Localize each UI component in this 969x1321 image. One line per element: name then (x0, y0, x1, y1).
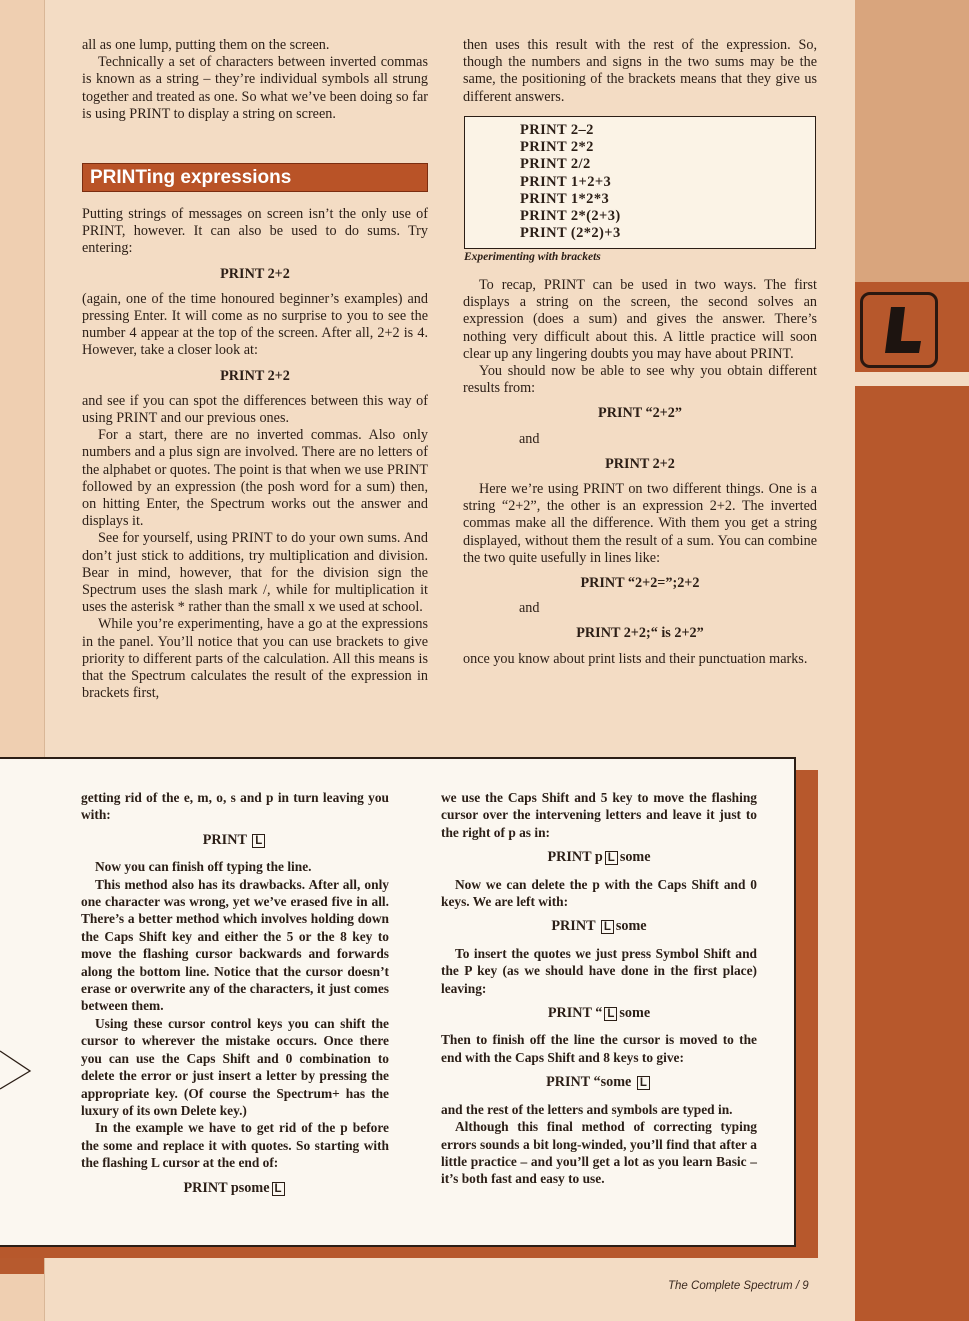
panel-caption: Experimenting with brackets (464, 251, 601, 263)
panel-line: PRINT 1+2+3 (520, 174, 612, 190)
paragraph: See for yourself, using PRINT to do your own sums. And don’t just stick to additions, try multiplication and division. Bear in mind, however, that for the division sign the Spectrum uses the slash mark /, while for multiplication it uses the asterisk * rather than the small x we used at school. (82, 530, 428, 616)
code-text: PRINT “ (547, 1005, 603, 1022)
cursor-l-icon: L (272, 1182, 285, 1196)
and-text: and (519, 600, 540, 617)
code-line (81, 832, 389, 849)
code-line: PRINT 2+2 (220, 265, 290, 282)
code-text: PRINT “some (546, 1074, 632, 1091)
paragraph: Although this final method of correcting typing errors sounds a bit long-winded, you’ll find that after a little practice – and you’ll get a lot as you learn Basic – it’s both fast and easy to use. (441, 1119, 757, 1187)
paragraph: This method also has its drawbacks. After all, only one character was wrong, yet we’ve erased five in all. There’s a better method which involves holding down the Caps Shift key and either the 5 or the 8 key to move the flashing cursor backwards and forwards along the bottom line. Notice that the cursor doesn’t erase or overwrite any of the characters, it just comes between them. (81, 876, 389, 1014)
code-text: some (619, 1005, 651, 1022)
code-text: PRINT psome (183, 1179, 270, 1196)
paragraph: once you know about print lists and their punctuation marks. (463, 650, 808, 667)
cursor-l-icon: L (637, 1076, 650, 1090)
box-column-left (81, 789, 389, 1206)
paragraph: Technically a set of characters between inverted commas is known as a string – they’re individual symbols all strung together and treated as one. So what we’ve been doing so far is using PRINT to display a string on screen. (82, 54, 428, 122)
paragraph: To insert the quotes we just press Symbol Shift and the P key (as we should have done in the first place) leaving: (441, 945, 757, 996)
box-column-right (441, 789, 757, 1188)
code-line: PRINT 2+2 (220, 367, 290, 384)
code-line (441, 1005, 757, 1022)
code-line: PRINT 2+2;“ is 2+2” (576, 625, 704, 642)
code-text: some (615, 918, 647, 935)
paragraph: Here we’re using PRINT on two different things. One is a string “2+2”, the other is an expression 2+2. The inverted commas make all the difference. With them you get a string displayed, without them the result of a sum. You can combine the two quite usefully in lines like: (463, 481, 817, 566)
cursor-l-icon: L (605, 851, 618, 865)
code-text: PRINT (202, 831, 247, 848)
code-panel (464, 116, 816, 249)
code-line: PRINT “2+2=”;2+2 (580, 575, 700, 592)
paragraph: While you’re experimenting, have a go at the expressions in the panel. You’ll notice that you can use brackets to give priority to different parts of the calculation. All this means is that the Spectrum calculates the result of the expression in brackets first, (82, 616, 428, 702)
code-line (81, 1180, 389, 1197)
code-line (441, 849, 757, 866)
paragraph: then uses this result with the rest of the expression. So, though the numbers and signs in the two sums may be the same, the positioning of the brackets means that they give us different answers. (463, 37, 817, 105)
cursor-l-icon: L (252, 834, 265, 848)
paragraph: Putting strings of messages on screen isn’t the only use of PRINT, however. It can also be used to do sums. Try entering: (82, 206, 428, 257)
side-bar-gap (855, 372, 969, 386)
paragraph: Then to finish off the line the cursor is moved to the end with the Caps Shift and 8 keys to give: (441, 1032, 757, 1065)
paragraph: (again, one of the time honoured beginner’s examples) and pressing Enter. It will come as no surprise to you to see the number 4 appear at the top of the screen. After all, 2+2 is 4. However, take a closer look at: (82, 290, 428, 359)
section-heading: PRINTing expressions (82, 163, 428, 192)
panel-line: PRINT (2*2)+3 (520, 225, 621, 241)
code-text: some (619, 849, 651, 866)
page-footer: The Complete Spectrum / 9 (668, 1280, 809, 1292)
arrow-icon (0, 1045, 34, 1095)
code-line: PRINT 2+2 (605, 455, 675, 472)
column-right (463, 37, 817, 106)
paragraph: Using these cursor control keys you can shift the cursor to wherever the mistake occurs. Once there you can use the Caps Shift and 0 combination to delete the error or just insert a letter by pressing the appropriate key. (Of course the Spectrum+ has the luxury of its own Delete key.) (81, 1015, 389, 1118)
paragraph: and the rest of the letters and symbols are typed in. (441, 1101, 733, 1117)
cursor-l-icon: L (604, 1007, 617, 1021)
paragraph: Now we can delete the p with the Caps Shift and 0 keys. We are left with: (441, 876, 757, 910)
code-line: PRINT “2+2” (598, 405, 682, 422)
panel-line: PRINT 1*2*3 (520, 191, 610, 207)
column-right-body (463, 277, 817, 668)
l-plate-icon (860, 292, 938, 368)
panel-line: PRINT 2*(2+3) (520, 208, 621, 224)
code-text: PRINT (551, 918, 596, 935)
and-text: and (519, 430, 540, 447)
paragraph: we use the Caps Shift and 5 key to move the flashing cursor over the intervening letters and leave it just to the right of p as in: (441, 790, 757, 840)
code-line (441, 1074, 757, 1091)
paragraph: getting rid of the e, m, o, s and p in turn leaving you with: (81, 790, 389, 823)
paragraph: all as one lump, putting them on the screen. (82, 37, 330, 53)
cursor-l-icon: L (601, 920, 614, 934)
column-left (82, 37, 428, 123)
side-bar-top (855, 0, 969, 282)
paragraph: You should now be able to see why you obtain different results from: (463, 363, 817, 397)
code-line (441, 918, 757, 935)
paragraph: In the example we have to get rid of the p before the some and replace it with quotes. So starting with the flashing L cursor at the end of: (81, 1120, 389, 1171)
paragraph: For a start, there are no inverted commas. Also only numbers and a plus sign are involved. There are no letters of the alphabet or quotes. The point is that when we use PRINT followed by an expression (the posh word for a sum) then, on hitting Enter, the Spectrum works out the answer and displays it. (82, 427, 428, 530)
panel-line: PRINT 2–2 (520, 122, 594, 138)
paragraph: Now you can finish off typing the line. (95, 859, 312, 875)
panel-line: PRINT 2/2 (520, 156, 591, 172)
panel-line: PRINT 2*2 (520, 139, 594, 155)
column-left-body (82, 206, 428, 702)
paragraph: and see if you can spot the differences between this way of using PRINT and our previous ones. (82, 392, 428, 427)
paragraph: To recap, PRINT can be used in two ways. The first displays a string on the screen, the second solves an expression (does a sum) and gives the answer. There’s nothing very difficult about this. A little practice will soon clear up any lingering doubts you may have about PRINT. (463, 277, 817, 362)
code-text: PRINT p (547, 849, 603, 866)
